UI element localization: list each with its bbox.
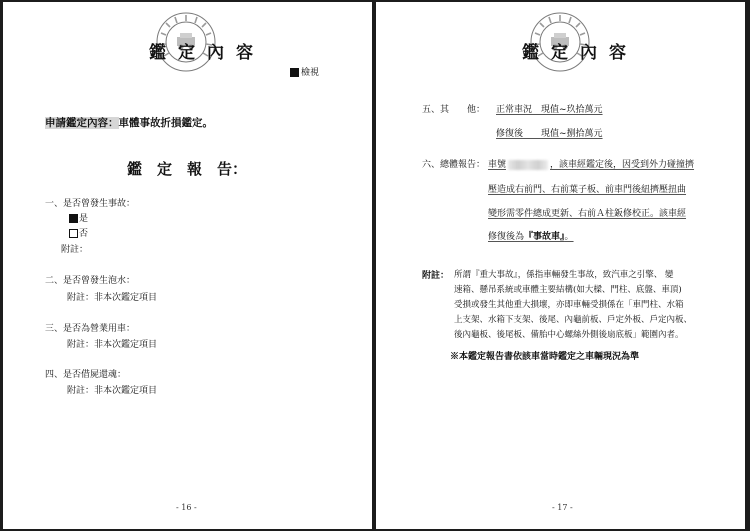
inspect-mark (290, 65, 319, 78)
checkbox-empty-icon (69, 229, 78, 238)
item-6-label: 六、總體報告： (422, 160, 486, 170)
q1-note: 附註： (61, 245, 89, 255)
request-label: 申請鑑定內容 (45, 117, 108, 129)
page-title: 鑑定內容 (149, 43, 265, 63)
note-line-4: 上支架、水箱下支架、後尾、內龜前板、戶定外板、戶定內板、 (454, 315, 693, 325)
checkbox-checked-icon (69, 214, 78, 223)
request-value: 車體事故折損鑑定。 (118, 117, 213, 129)
item-6-line-4 (488, 229, 574, 242)
footer-note: ※本鑑定報告書依該車當時鑑定之車輛現況為準 (450, 352, 640, 362)
left-page (3, 2, 372, 529)
note-label: 附註： (422, 271, 450, 281)
page-title: 鑑定內容 (522, 43, 638, 63)
q1-option-yes (69, 211, 88, 224)
q1-no-label: 否 (79, 229, 89, 239)
item-6-line-4-c: 。 (564, 232, 574, 242)
q3-note: 附註：非本次鑑定項目 (67, 340, 158, 350)
question-2: 二、是否曾發生泡水： (45, 276, 136, 286)
inspect-label: 檢視 (301, 68, 320, 78)
request-row (45, 115, 213, 130)
q1-yes-label: 是 (79, 214, 89, 224)
note-line-5: 後內龜板、後尾板、備胎中心螺絲外側後扇底板」範圍內者。 (454, 330, 684, 340)
question-4: 四、是否借屍還魂： (45, 370, 127, 380)
q2-note: 附註：非本次鑑定項目 (67, 293, 158, 303)
page-number: - 16 - (176, 503, 197, 512)
item-5-line-2: 修復後 現值~捌拾萬元 (496, 129, 603, 139)
checked-box-icon (290, 68, 299, 77)
item-6-line-3: 變形需零件總成更新、右前Ａ柱鈑修校正。該車經 (488, 209, 687, 219)
item-5-label: 五、其 他： (422, 105, 486, 115)
item-6-line-1 (488, 157, 694, 170)
item-5-line-1: 正常車況 現值~玖拾萬元 (496, 105, 603, 115)
report-heading: 鑑 定 報 告： (127, 160, 248, 178)
q1-option-no (69, 226, 88, 239)
note-line-2: 速箱、懸吊系統或車體主要結構(如大樑、門柱、底盤、車頂) (454, 285, 682, 295)
note-line-3: 受損或發生其他重大損壞，亦即車輛受損係在「車門柱、水箱 (454, 300, 684, 310)
item-6-line-2: 壓造成右前門、右前葉子板、前車門後紐擠壓扭曲 (488, 185, 687, 195)
item-6-line-4-a: 修復後為 (488, 232, 525, 242)
plate-label: 車號 (488, 160, 507, 170)
redacted-plate (508, 160, 548, 170)
right-page (376, 2, 745, 529)
question-3: 三、是否為營業用車： (45, 324, 136, 334)
q4-note: 附註：非本次鑑定項目 (67, 386, 158, 396)
request-colon: ： (108, 117, 119, 129)
question-1: 一、是否曾發生事故： (45, 199, 136, 209)
note-line-1: 所謂『重大事故』，係指車輛發生事故，致汽車之引擎、 變 (454, 270, 674, 280)
accident-car-label: 『事故車』 (524, 232, 565, 242)
item-6-line-1-text: ，該車經鑑定後，因受到外力碰撞擠 (550, 160, 695, 170)
page-number: - 17 - (552, 503, 573, 512)
